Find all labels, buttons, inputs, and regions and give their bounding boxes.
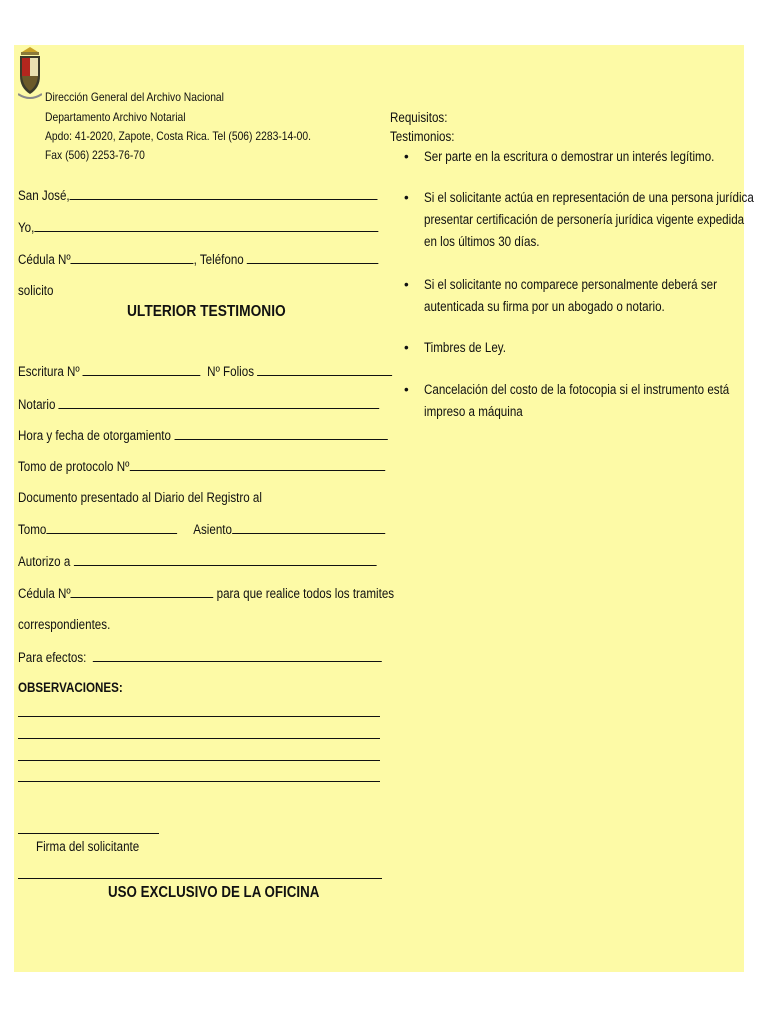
san-jose-label: San José, xyxy=(18,188,70,203)
bullet-icon: • xyxy=(404,382,409,397)
office-divider xyxy=(18,878,382,879)
header-line-2: Departamento Archivo Notarial xyxy=(45,110,186,124)
observaciones-line-3[interactable] xyxy=(18,760,380,761)
tomo-protocolo-field[interactable] xyxy=(18,458,385,475)
cedula-telefono-field[interactable] xyxy=(18,251,379,268)
folios-label: Nº Folios xyxy=(207,364,255,379)
hora-fecha-label: Hora y fecha de otorgamiento xyxy=(18,428,171,443)
cedula-label: Cédula Nº xyxy=(18,252,71,267)
coat-of-arms-icon xyxy=(18,46,42,100)
observaciones-line-1[interactable] xyxy=(18,716,380,717)
observaciones-line-2[interactable] xyxy=(18,738,380,739)
header-line-1: Dirección General del Archivo Nacional xyxy=(45,90,224,104)
header-line-3: Apdo: 41-2020, Zapote, Costa Rica. Tel (506) 2283-14-00. xyxy=(45,129,312,143)
bullet-icon: • xyxy=(404,277,409,292)
header-line-4: Fax (506) 2253-76-70 xyxy=(45,148,145,162)
asiento-label: Asiento xyxy=(193,522,232,537)
tomo-label: Tomo xyxy=(18,522,47,537)
para-efectos-field[interactable] xyxy=(18,649,382,666)
hora-fecha-field[interactable] xyxy=(18,427,387,444)
cedula2-field[interactable] xyxy=(18,585,394,602)
para-efectos-label: Para efectos: xyxy=(18,650,87,665)
documento-label: Documento presentado al Diario del Registro al xyxy=(18,490,262,505)
san-jose-field[interactable] xyxy=(18,187,378,204)
para-que-label: para que realice todos los tramites xyxy=(216,586,395,601)
firma-label: Firma del solicitante xyxy=(36,839,140,854)
correspondientes-label: correspondientes. xyxy=(18,617,111,632)
notario-label: Notario xyxy=(18,397,56,412)
yo-field[interactable] xyxy=(18,219,378,236)
requisitos-heading: Requisitos: xyxy=(390,110,448,125)
tomo-asiento-field[interactable] xyxy=(18,521,385,538)
escritura-label: Escritura Nº xyxy=(18,364,80,379)
bullet-icon: • xyxy=(404,190,409,205)
autorizo-field[interactable] xyxy=(18,553,376,570)
firma-line[interactable] xyxy=(18,833,159,834)
observaciones-line-4[interactable] xyxy=(18,781,380,782)
tomo-protocolo-label: Tomo de protocolo Nº xyxy=(18,459,130,474)
bullet-icon: • xyxy=(404,340,409,355)
uso-exclusivo-label: USO EXCLUSIVO DE LA OFICINA xyxy=(108,884,320,901)
autorizo-label: Autorizo a xyxy=(18,554,71,569)
testimonios-heading: Testimonios: xyxy=(390,129,455,144)
observaciones-label: OBSERVACIONES: xyxy=(18,680,123,695)
yo-label: Yo, xyxy=(18,220,35,235)
solicito-label: solicito xyxy=(18,283,54,298)
telefono-label: , Teléfono xyxy=(193,252,244,267)
bullet-icon: • xyxy=(404,149,409,164)
notario-field[interactable] xyxy=(18,396,379,413)
form-title: ULTERIOR TESTIMONIO xyxy=(127,303,286,320)
cedula2-label: Cédula Nº xyxy=(18,586,71,601)
escritura-folios-field[interactable] xyxy=(18,363,392,380)
